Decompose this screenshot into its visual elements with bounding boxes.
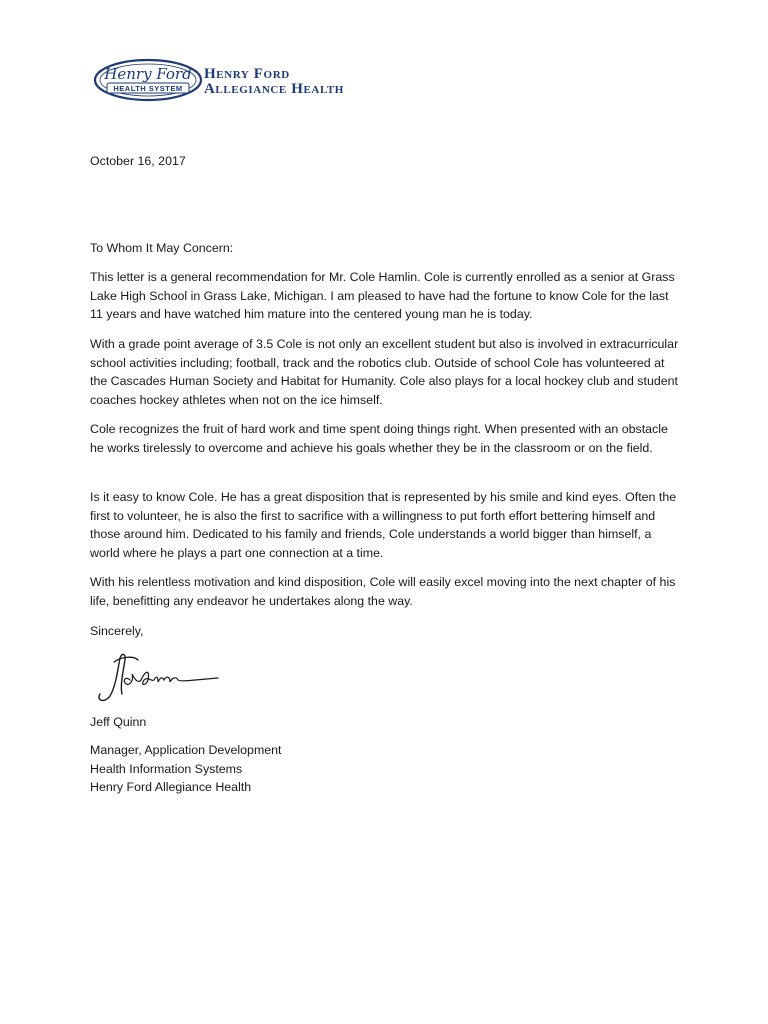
handwritten-signature <box>92 650 222 704</box>
signer-organization-line: Henry Ford Allegiance Health <box>90 780 252 795</box>
closing: Sincerely, <box>90 624 144 638</box>
salutation: To Whom It May Concern: <box>90 241 234 255</box>
body-paragraph-2: With a grade point average of 3.5 Cole is not only an excellent student but also is involved in extracurricular school activities including; football, track and the robotics club. Outside of school Cole has volunteered at the Cascades Human Society and Habitat for Humanity. Cole also plays for a local hockey club and student coaches hockey athletes when not on the ice himself. <box>90 337 679 407</box>
organization-name <box>204 67 344 97</box>
logo-script-text: Henry Ford <box>104 65 192 83</box>
letterhead <box>93 56 403 106</box>
henry-ford-logo <box>93 56 203 104</box>
org-name-line-2: Allegiance Health <box>204 81 344 97</box>
letter-date: October 16, 2017 <box>90 154 186 168</box>
body-paragraph-5: With his relentless motivation and kind disposition, Cole will easily excel moving into the next chapter of his life, benefitting any endeavor he undertakes along the way. <box>90 575 676 608</box>
logo-subtext: HEALTH SYSTEM <box>113 84 183 93</box>
body-paragraph-4: Is it easy to know Cole. He has a great disposition that is represented by his smile and kind eyes. Often the first to volunteer, he is also the first to sacrifice with a willingness to put forth effort bettering himself and those around him. Dedicated to his family and friends, Cole understands a world bigger than himself, a world where he plays a part one connection at a time. <box>90 490 677 560</box>
signer-title-line: Manager, Application Development <box>90 743 282 757</box>
signer-title-block <box>90 741 680 797</box>
body-paragraph-1: This letter is a general recommendation for Mr. Cole Hamlin. Cole is currently enrolled as a senior at Grass Lake High School in Grass Lake, Michigan. I am pleased to have had the fortune to know Cole for the last 11 years and have watched him mature into the centered young man he is today. <box>90 270 675 322</box>
signer-name: Jeff Quinn <box>90 715 147 729</box>
org-name-line-1: Henry Ford <box>204 66 290 82</box>
body-paragraph-3: Cole recognizes the fruit of hard work and time spent doing things right. When presented with an obstacle he works tirelessly to overcome and achieve his goals whether they be in the classroom or on the field. <box>90 422 668 455</box>
signer-department-line: Health Information Systems <box>90 761 243 776</box>
